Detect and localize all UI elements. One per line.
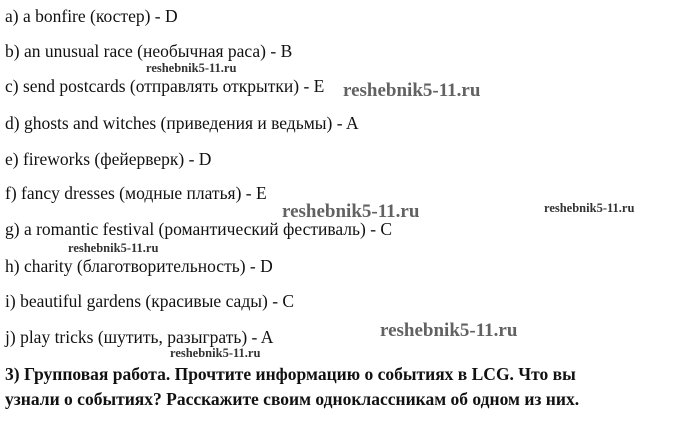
answer-f: f) fancy dresses (модные платья) - E — [5, 183, 267, 203]
answer-i: i) beautiful gardens (красивые сады) - C — [5, 291, 295, 311]
answer-b: b) an unusual race (необычная раса) - B — [5, 41, 293, 61]
task-line-2: узнали о событиях? Расскажите своим одноклассникам об одном из них. — [5, 389, 580, 409]
answer-g: g) a romantic festival (романтический фестиваль) - C — [5, 219, 393, 239]
answer-e: e) fireworks (фейерверк) - D — [5, 149, 212, 169]
answer-a: a) a bonfire (костер) - D — [5, 6, 178, 26]
watermark: reshebnik5-11.ru — [170, 346, 261, 360]
watermark: reshebnik5-11.ru — [68, 241, 159, 255]
watermark: reshebnik5-11.ru — [343, 80, 481, 101]
answer-j: j) play tricks (шутить, разыграть) - A — [5, 327, 274, 347]
watermark: reshebnik5-11.ru — [380, 320, 518, 341]
group-work-task — [5, 362, 673, 412]
watermark: reshebnik5-11.ru — [282, 201, 420, 222]
watermark: reshebnik5-11.ru — [544, 201, 635, 215]
answer-h: h) charity (благотворительность) - D — [5, 256, 273, 276]
answer-d: d) ghosts and witches (приведения и ведьмы) - A — [5, 113, 359, 133]
answer-c: c) send postcards (отправлять открытки) - E — [5, 76, 325, 96]
task-line-1: 3) Групповая работа. Прочтите информацию о событиях в LCG. Что вы — [5, 364, 576, 384]
watermark: reshebnik5-11.ru — [146, 61, 237, 75]
